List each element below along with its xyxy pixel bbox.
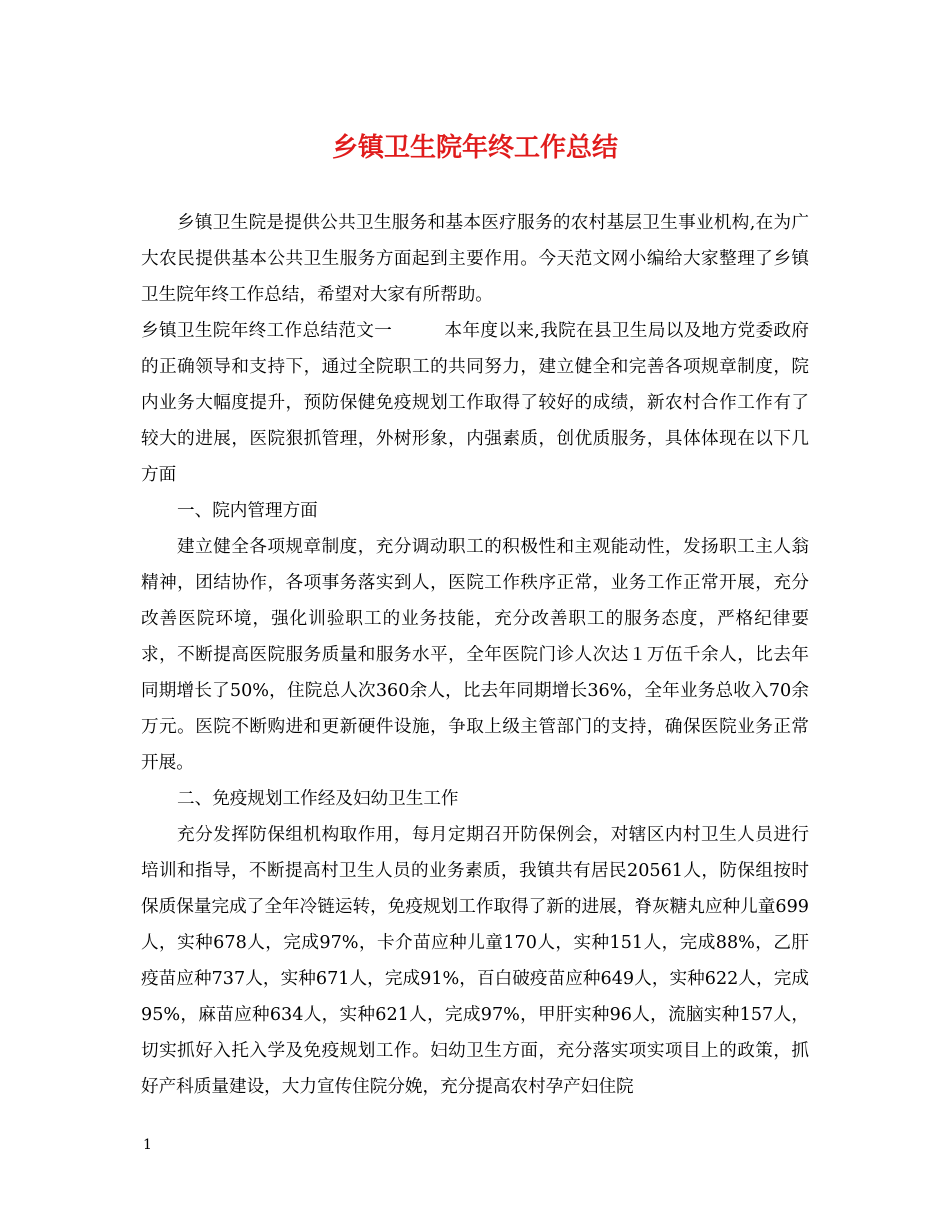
section1-paragraph: 建立健全各项规章制度，充分调动职工的积极性和主观能动性，发扬职工主人翁精神，团结协作，各项事务落实到人，医院工作秩序正常，业务工作正常开展，充分改善医院环境，强化训验职工的业务技能，充分改善职工的服务态度，严格纪律要求，不断提高医院服务质量和服务水平，全年医院门诊人次达１万伍千余人，比去年同期增长了50%，住院总人次360余人，比去年同期增长36%，全年业务总收入70余万元。医院不断购进和更新硬件设施，争取上级主管部门的支持，确保医院业务正常开展。 <box>141 537 809 773</box>
page-number: 1 <box>143 1137 152 1153</box>
sample-text: 本年度以来,我院在县卫生局以及地方党委政府的正确领导和支持下，通过全院职工的共同努力，建立健全和完善各项规章制度，院内业务大幅度提升，预防保健免疫规划工作取得了较好的成绩，新农村合作工作有了较大的进展，医院狠抓管理，外树形象，内强素质，创优质服务，具体体现在以下几方面 <box>141 321 809 485</box>
section1-heading: 一、院内管理方面 <box>177 501 318 521</box>
sample-paragraph <box>141 313 809 493</box>
sample-label: 乡镇卫生院年终工作总结范文一 <box>141 321 393 341</box>
section2-heading: 二、免疫规划工作经及妇幼卫生工作 <box>177 789 459 809</box>
document-body <box>141 205 809 1105</box>
section2-paragraph: 充分发挥防保组机构取作用，每月定期召开防保例会，对辖区内村卫生人员进行培训和指导，不断提高村卫生人员的业务素质，我镇共有居民20561人，防保组按时保质保量完成了全年冷链运转，免疫规划工作取得了新的进展，脊灰糖丸应种儿童699人，实种678人，完成97%，卡介苗应种儿童170人，实种151人，完成88%，乙肝疫苗应种737人，实种671人，完成91%，百白破疫苗应种649人，实种622人，完成95%，麻苗应种634人，实种621人，完成97%，甲肝实种96人，流脑实种157人，切实抓好入托入学及免疫规划工作。妇幼卫生方面，充分落实项实项目上的政策，抓好产科质量建设，大力宣传住院分娩，充分提高农村孕产妇住院 <box>141 825 809 1097</box>
document-title: 乡镇卫生院年终工作总结 <box>331 133 618 163</box>
intro-paragraph: 乡镇卫生院是提供公共卫生服务和基本医疗服务的农村基层卫生事业机构,在为广大农民提供基本公共卫生服务方面起到主要作用。今天范文网小编给大家整理了乡镇卫生院年终工作总结，希望对大家有所帮助。 <box>141 213 809 305</box>
